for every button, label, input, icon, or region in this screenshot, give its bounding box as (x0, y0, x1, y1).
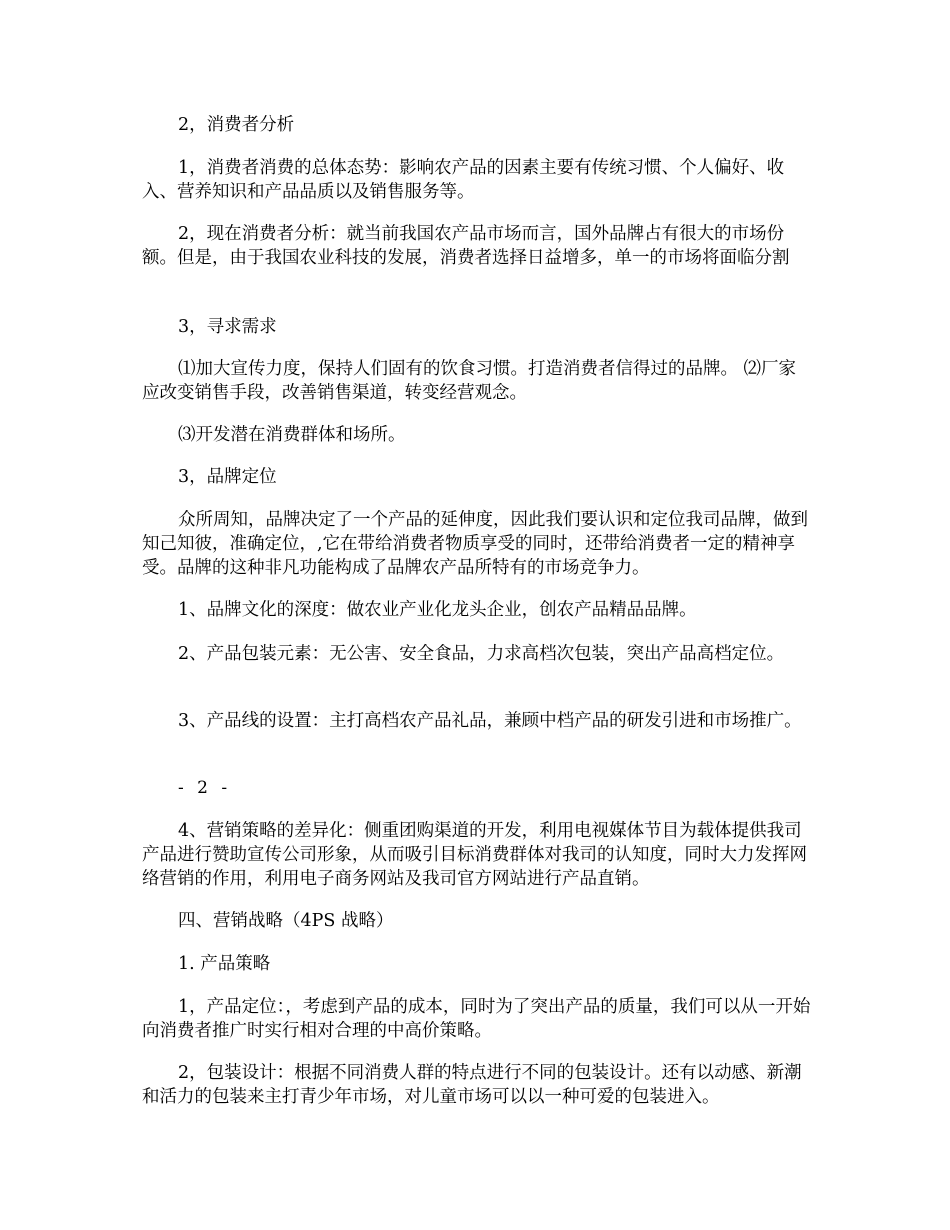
paragraph-demand-item-3: ⑶开发潜在消费群体和场所。 (178, 425, 406, 445)
paragraph-product-line: 3、产品线的设置：主打高档农产品礼品，兼顾中档产品的研发引进和市场推广。 (178, 711, 802, 731)
paragraph-packaging-elements: 2、产品包装元素：无公害、安全食品，力求高档次包装，突出产品高档定位。 (178, 644, 785, 664)
section-heading-consumer-analysis: 2，消费者分析 (178, 115, 295, 135)
paragraph-product-positioning: 1，产品定位：，考虑到产品的成本，同时为了突出产品的质量，我们可以从一开始向消费者推广时实行相对合理的中高价策略。 (142, 997, 811, 1041)
paragraph-brand-culture: 1、品牌文化的深度：做农业产业化龙头企业，创农产品精品品牌。 (178, 600, 697, 620)
paragraph-consumer-trend: 1，消费者消费的总体态势：影响农产品的因素主要有传统习惯、个人偏好、收入、营养知识和产品品质以及销售服务等。 (142, 158, 785, 202)
section-heading-product-strategy: 1. 产品策略 (178, 954, 271, 974)
section-heading-marketing-strategy: 四、营销战略（4PS 战略） (178, 911, 394, 931)
section-heading-seek-demand: 3，寻求需求 (178, 317, 277, 337)
paragraph-demand-items: ⑴加大宣传力度，保持人们固有的饮食习惯。打造消费者信得过的品牌。 ⑵厂家应改变销售手段，改善销售渠道，转变经营观念。 (142, 359, 797, 403)
page-number: - 2 - (178, 778, 232, 798)
paragraph-marketing-differentiation: 4、营销策略的差异化：侧重团购渠道的开发，利用电视媒体节目为载体提供我司产品进行赞助宣传公司形象，从而吸引目标消费群体对我司的认知度，同时大力发挥网络营销的作用，利用电子商务网站及我司官方网站进行产品直销。 (142, 821, 807, 889)
paragraph-brand-intro: 众所周知，品牌决定了一个产品的延伸度，因此我们要认识和定位我司品牌，做到知己知彼，准确定位，,它在带给消费者物质享受的同时，还带给消费者一定的精神享受。品牌的这种非凡功能构成了品牌农产品所特有的市场竞争力。 (142, 510, 808, 578)
section-heading-brand-positioning: 3，品牌定位 (178, 467, 277, 487)
paragraph-current-consumer-analysis: 2，现在消费者分析：就当前我国农产品市场而言，国外品牌占有很大的市场份额。但是，由于我国农业科技的发展，消费者选择日益增多，单一的市场将面临分割 (142, 224, 790, 268)
paragraph-packaging-design: 2，包装设计：根据不同消费人群的特点进行不同的包装设计。还有以动感、新潮和活力的包装来主打青少年市场，对儿童市场可以以一种可爱的包装进入。 (142, 1063, 802, 1107)
